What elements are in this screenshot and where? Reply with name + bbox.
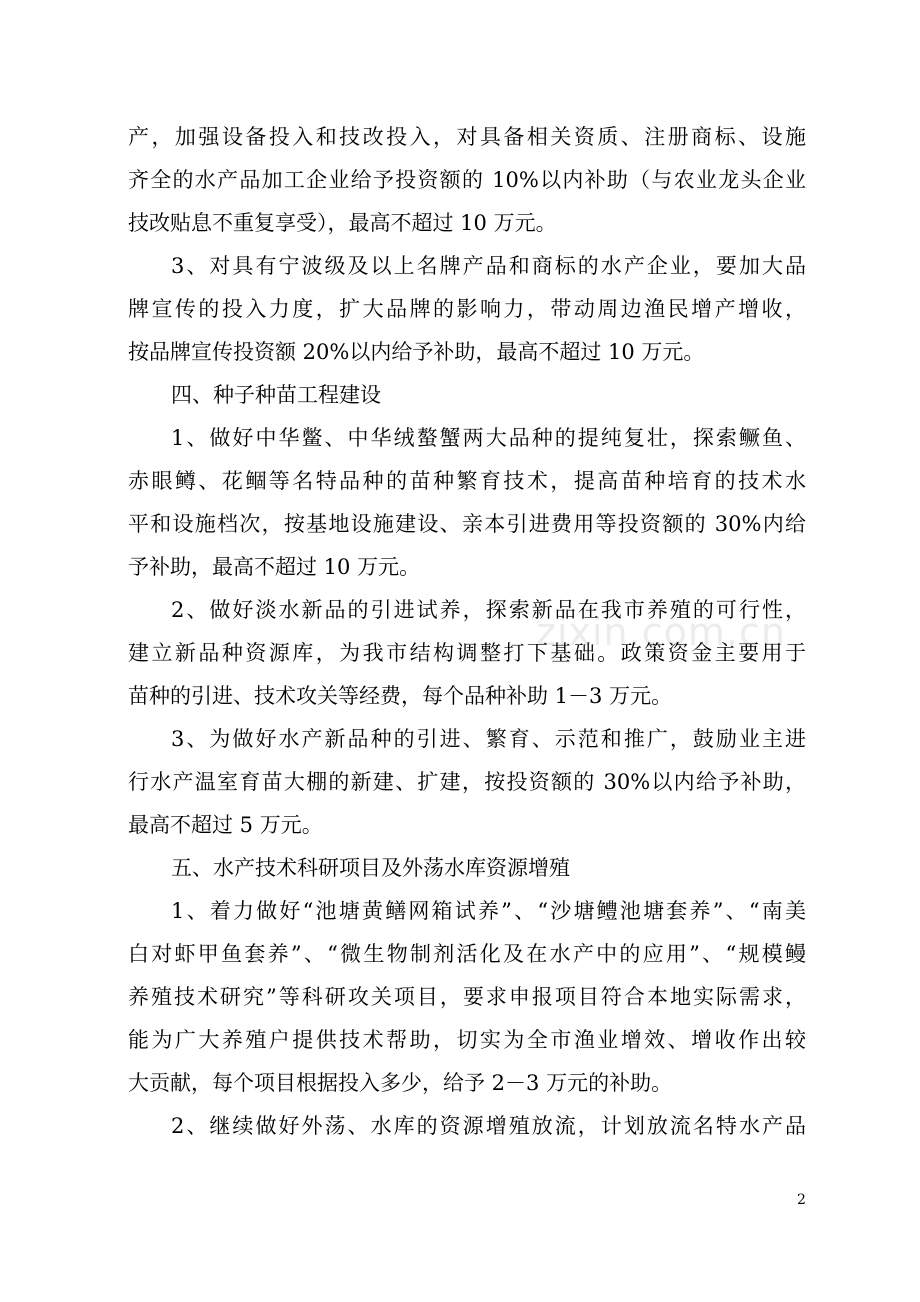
body-line: 2、做好淡水新品的引进试养，探索新品在我市养殖的可行性， <box>171 598 806 622</box>
body-line: 赤眼鳟、花鲴等名特品种的苗种繁育技术，提高苗种培育的技术水 <box>128 469 806 493</box>
watermark: zixin.com.cn <box>536 610 786 654</box>
body-line: 1、做好中华鳖、中华绒螯蟹两大品种的提纯复壮，探索鳜鱼、 <box>171 426 806 450</box>
body-line: 3、为做好水产新品种的引进、繁育、示范和推广，鼓励业主进 <box>171 727 806 751</box>
body-line: 按品牌宣传投资额 20%以内给予补助，最高不超过 10 万元。 <box>128 340 705 364</box>
body-line: 3、对具有宁波级及以上名牌产品和商标的水产企业，要加大品 <box>171 254 806 278</box>
body-line: 牌宣传的投入力度，扩大品牌的影响力，带动周边渔民增产增收， <box>128 297 806 321</box>
body-line: 产，加强设备投入和技改投入，对具备相关资质、注册商标、设施 <box>128 125 806 149</box>
body-line: 能为广大养殖户提供技术帮助，切实为全市渔业增效、增收作出较 <box>128 1028 806 1052</box>
body-line: 技改贴息不重复享受），最高不超过 10 万元。 <box>128 211 557 235</box>
body-line: 1、着力做好“池塘黄鳝网箱试养”、“沙塘鳢池塘套养”、“南美 <box>171 899 806 923</box>
body-line: 最高不超过 5 万元。 <box>128 813 323 837</box>
body-line: 行水产温室育苗大棚的新建、扩建，按投资额的 30%以内给予补助， <box>128 770 806 794</box>
body-line: 建立新品种资源库，为我市结构调整打下基础。政策资金主要用于 <box>128 641 806 665</box>
body-line: 养殖技术研究”等科研攻关项目，要求申报项目符合本地实际需求， <box>128 985 806 1009</box>
body-line: 大贡献，每个项目根据投入多少，给予 2－3 万元的补助。 <box>128 1071 673 1095</box>
body-line: 苗种的引进、技术攻关等经费，每个品种补助 1－3 万元。 <box>128 684 673 708</box>
body-line: 予补助，最高不超过 10 万元。 <box>128 555 421 579</box>
body-line: 2、继续做好外荡、水库的资源增殖放流，计划放流名特水产品 <box>171 1114 806 1138</box>
section-heading: 五、水产技术科研项目及外荡水库资源增殖 <box>171 856 570 880</box>
section-heading: 四、种子种苗工程建设 <box>171 383 381 407</box>
body-line: 白对虾甲鱼套养”、“微生物制剂活化及在水产中的应用”、“规模鳗 <box>128 942 806 966</box>
page-number: 2 <box>797 1192 806 1208</box>
body-line: 平和设施档次，按基地设施建设、亲本引进费用等投资额的 30%内给 <box>128 512 806 536</box>
body-line: 齐全的水产品加工企业给予投资额的 10%以内补助（与农业龙头企业 <box>128 168 806 192</box>
